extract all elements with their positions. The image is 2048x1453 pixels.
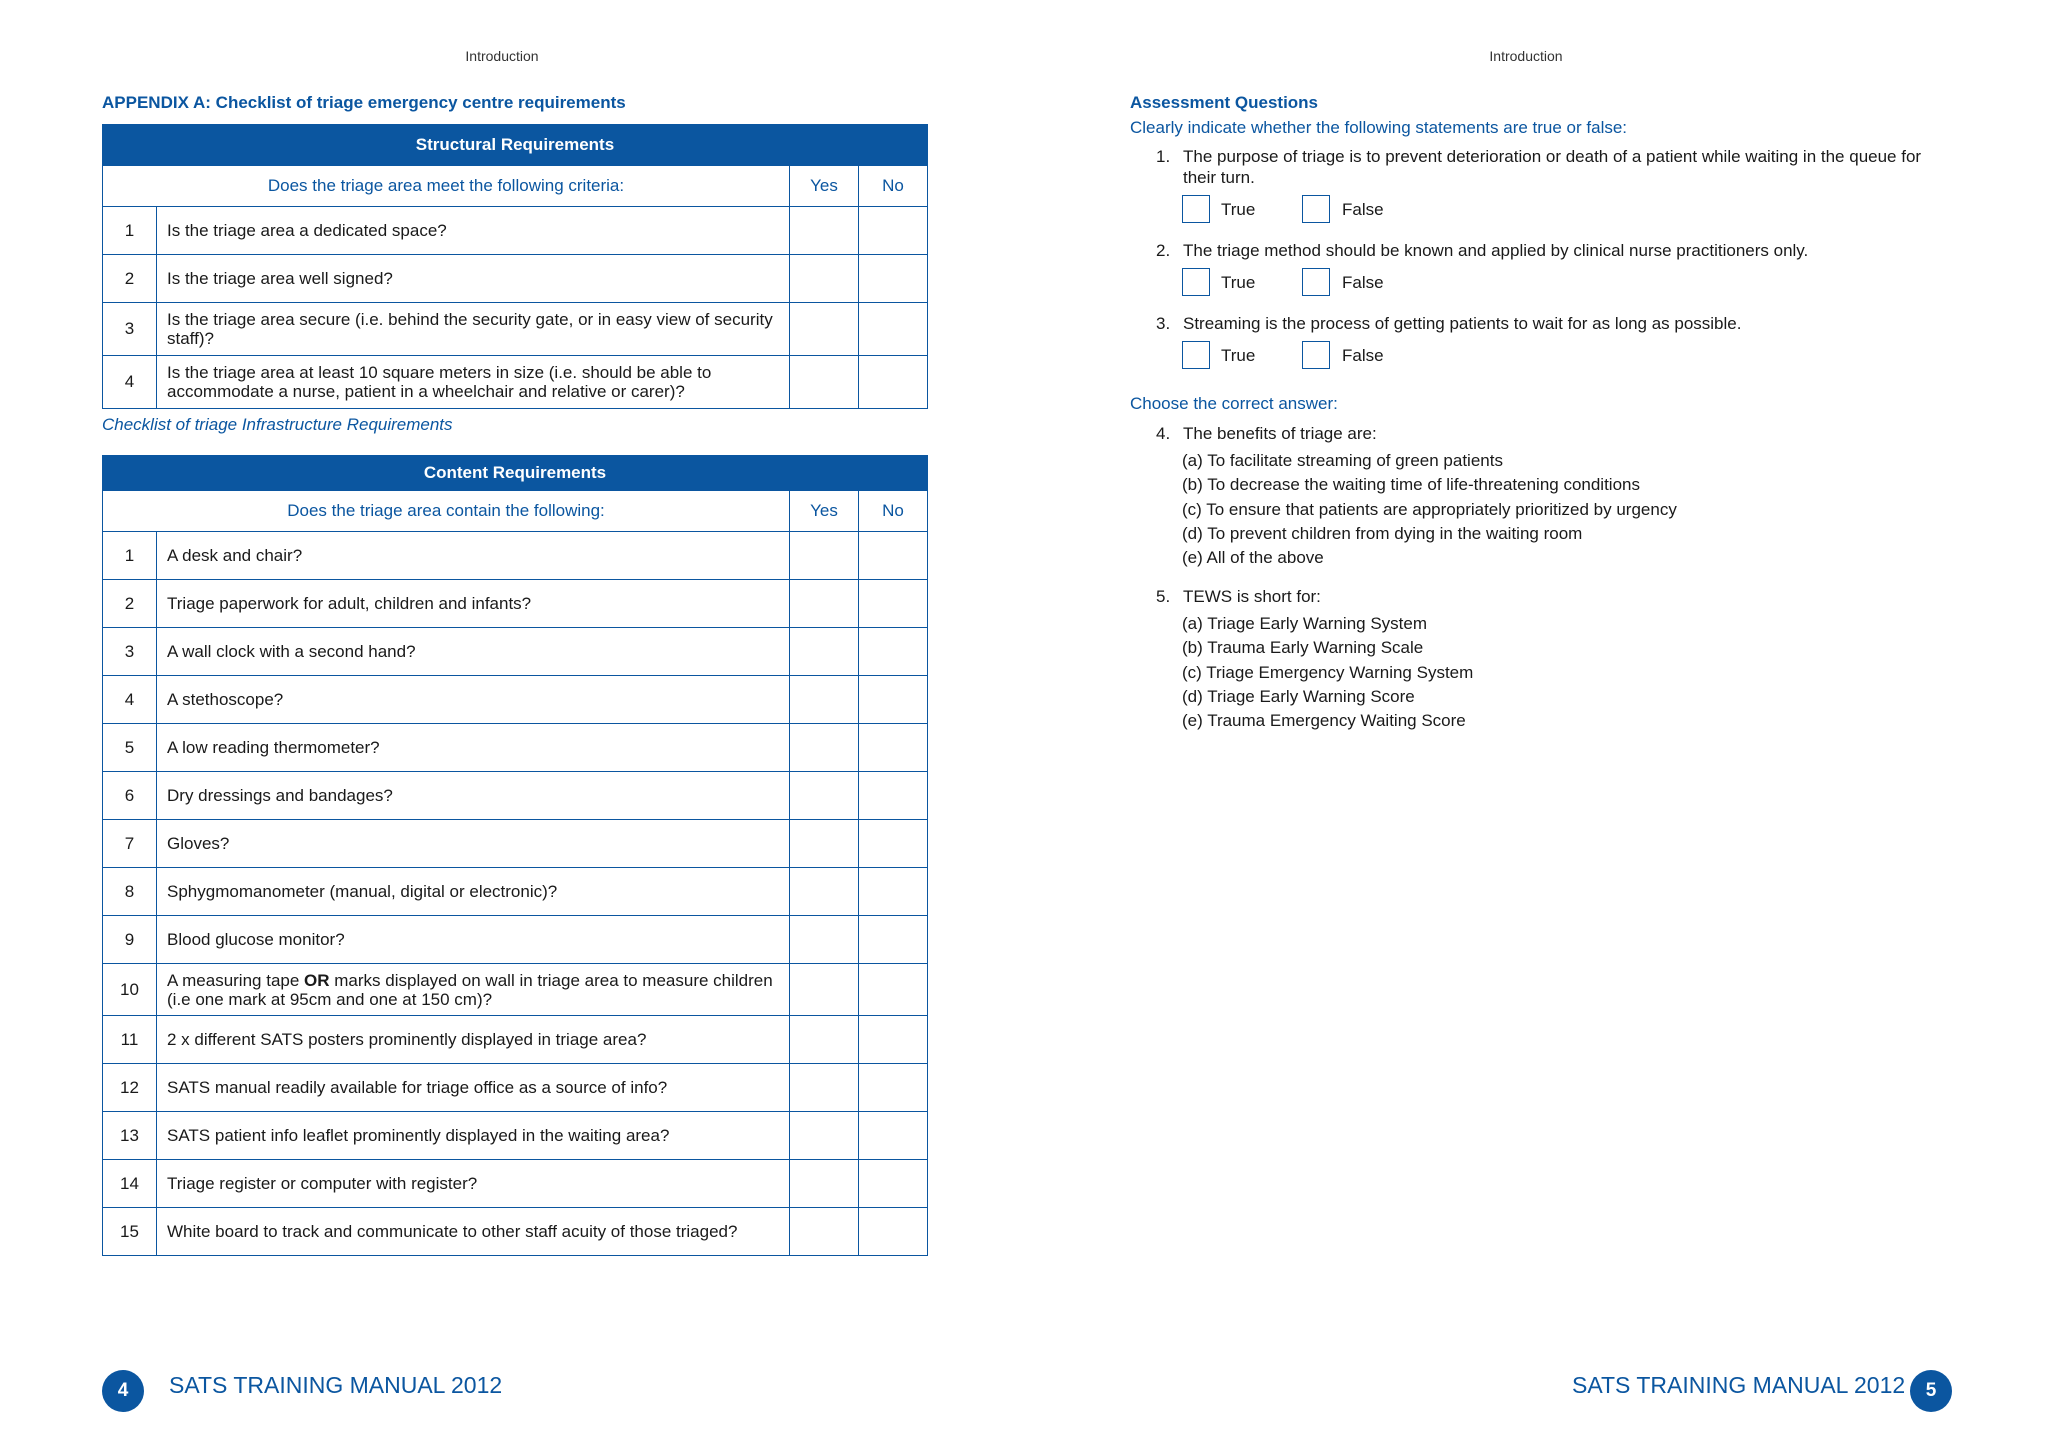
- row-number: 4: [103, 356, 157, 409]
- table-row: [103, 916, 928, 964]
- table-row: [103, 303, 928, 356]
- row-number: 5: [103, 724, 157, 772]
- row-number: 2: [103, 255, 157, 303]
- content-requirements-table: [102, 455, 928, 1256]
- question-text: The purpose of triage is to prevent deterioration or death of a patient while waiting in the queue for their turn.: [1183, 147, 1922, 187]
- row-text: A desk and chair?: [157, 532, 790, 580]
- row-text-bold: OR: [304, 970, 330, 990]
- row-number: 15: [103, 1208, 157, 1256]
- option-c[interactable]: (c) Triage Emergency Warning System: [1182, 663, 1474, 682]
- row-text-pre: A measuring tape: [167, 970, 305, 990]
- row-text: Dry dressings and bandages?: [157, 772, 790, 820]
- row-number: 8: [103, 868, 157, 916]
- no-checkbox-cell[interactable]: [859, 303, 928, 356]
- row-text: Is the triage area secure (i.e. behind the security gate, or in easy view of security staff)?: [157, 303, 790, 356]
- no-header: No: [859, 491, 928, 532]
- row-text: A wall clock with a second hand?: [157, 628, 790, 676]
- table-caption: Checklist of triage Infrastructure Requirements: [102, 415, 453, 434]
- true-checkbox[interactable]: [1182, 268, 1210, 296]
- option-c[interactable]: (c) To ensure that patients are appropriately prioritized by urgency: [1182, 500, 1677, 519]
- no-checkbox-cell[interactable]: [859, 580, 928, 628]
- row-text: A stethoscope?: [157, 676, 790, 724]
- table-question: Does the triage area meet the following criteria:: [103, 166, 790, 207]
- no-checkbox-cell[interactable]: [859, 676, 928, 724]
- option-e[interactable]: (e) Trauma Emergency Waiting Score: [1182, 711, 1466, 730]
- table-band-title: Content Requirements: [103, 456, 928, 491]
- question-text: TEWS is short for:: [1183, 587, 1321, 606]
- instruction-true-false: Clearly indicate whether the following statements are true or false:: [1130, 118, 1628, 137]
- row-text: Is the triage area a dedicated space?: [157, 207, 790, 255]
- no-checkbox-cell[interactable]: [859, 820, 928, 868]
- false-checkbox[interactable]: [1302, 341, 1330, 369]
- table-row: [103, 820, 928, 868]
- no-checkbox-cell[interactable]: [859, 1208, 928, 1256]
- question-text: The benefits of triage are:: [1183, 424, 1377, 443]
- question-number: 4.: [1156, 424, 1171, 443]
- yes-checkbox-cell[interactable]: [790, 303, 859, 356]
- false-label: False: [1342, 346, 1384, 365]
- row-text: 2 x different SATS posters prominently displayed in triage area?: [157, 1016, 790, 1064]
- true-label: True: [1221, 346, 1256, 365]
- page-number-badge: 4: [102, 1370, 144, 1412]
- no-checkbox-cell[interactable]: [859, 1016, 928, 1064]
- option-b[interactable]: (b) To decrease the waiting time of life-threatening conditions: [1182, 475, 1640, 494]
- question-text: The triage method should be known and applied by clinical nurse practitioners only.: [1183, 241, 1809, 260]
- true-checkbox[interactable]: [1182, 195, 1210, 223]
- true-checkbox[interactable]: [1182, 341, 1210, 369]
- row-number: 3: [103, 628, 157, 676]
- table-row: [103, 724, 928, 772]
- table-row: [103, 1208, 928, 1256]
- yes-checkbox-cell[interactable]: [790, 1208, 859, 1256]
- yes-checkbox-cell[interactable]: [790, 964, 859, 1016]
- page-number-badge: 5: [1910, 1370, 1952, 1412]
- right-page: [1024, 0, 2048, 1453]
- table-row: [103, 676, 928, 724]
- yes-header: Yes: [790, 491, 859, 532]
- row-text: Blood glucose monitor?: [157, 916, 790, 964]
- yes-checkbox-cell[interactable]: [790, 820, 859, 868]
- yes-checkbox-cell[interactable]: [790, 1016, 859, 1064]
- row-text: Triage paperwork for adult, children and infants?: [157, 580, 790, 628]
- row-number: 12: [103, 1064, 157, 1112]
- true-label: True: [1221, 273, 1256, 292]
- yes-checkbox-cell[interactable]: [790, 207, 859, 255]
- true-label: True: [1221, 200, 1256, 219]
- row-number: 10: [103, 964, 157, 1016]
- table-row: [103, 1064, 928, 1112]
- table-row: [103, 628, 928, 676]
- question-number: 2.: [1156, 241, 1171, 260]
- row-text-post: marks displayed on wall in triage area to measure children (i.e one mark at 95cm and one at 150 cm)?: [167, 970, 773, 1009]
- no-checkbox-cell[interactable]: [859, 1112, 928, 1160]
- table-row: [103, 1016, 928, 1064]
- yes-checkbox-cell[interactable]: [790, 1064, 859, 1112]
- yes-checkbox-cell[interactable]: [790, 1112, 859, 1160]
- footer-title: SATS TRAINING MANUAL 2012: [1572, 1372, 1906, 1398]
- question-number: 3.: [1156, 314, 1171, 333]
- row-number: 14: [103, 1160, 157, 1208]
- no-checkbox-cell[interactable]: [859, 868, 928, 916]
- row-text: SATS manual readily available for triage office as a source of info?: [157, 1064, 790, 1112]
- option-d[interactable]: (d) To prevent children from dying in the waiting room: [1182, 524, 1583, 543]
- no-checkbox-cell[interactable]: [859, 1160, 928, 1208]
- table-question: Does the triage area contain the following:: [103, 491, 790, 532]
- assessment-heading: Assessment Questions: [1130, 93, 1319, 112]
- yes-checkbox-cell[interactable]: [790, 724, 859, 772]
- row-number: 1: [103, 532, 157, 580]
- table-row: [103, 772, 928, 820]
- structural-requirements-table: [102, 124, 928, 409]
- row-text: A low reading thermometer?: [157, 724, 790, 772]
- table-row: [103, 356, 928, 409]
- table-row: [103, 532, 928, 580]
- false-checkbox[interactable]: [1302, 195, 1330, 223]
- yes-checkbox-cell[interactable]: [790, 1160, 859, 1208]
- row-text: Sphygmomanometer (manual, digital or electronic)?: [157, 868, 790, 916]
- yes-checkbox-cell[interactable]: [790, 868, 859, 916]
- option-a[interactable]: (a) Triage Early Warning System: [1182, 614, 1427, 633]
- no-checkbox-cell[interactable]: [859, 1064, 928, 1112]
- table-band-title: Structural Requirements: [103, 125, 928, 166]
- row-number: 2: [103, 580, 157, 628]
- row-text: Is the triage area well signed?: [157, 255, 790, 303]
- table-row: [103, 1112, 928, 1160]
- running-head: Introduction: [1489, 48, 1563, 64]
- yes-checkbox-cell[interactable]: [790, 532, 859, 580]
- yes-checkbox-cell[interactable]: [790, 628, 859, 676]
- row-text: Triage register or computer with register?: [157, 1160, 790, 1208]
- row-number: 9: [103, 916, 157, 964]
- row-number: 3: [103, 303, 157, 356]
- row-text: [157, 964, 790, 1016]
- yes-checkbox-cell[interactable]: [790, 772, 859, 820]
- option-e[interactable]: (e) All of the above: [1182, 548, 1324, 567]
- row-text: White board to track and communicate to other staff acuity of those triaged?: [157, 1208, 790, 1256]
- option-d[interactable]: (d) Triage Early Warning Score: [1182, 687, 1415, 706]
- no-checkbox-cell[interactable]: [859, 628, 928, 676]
- row-text: Is the triage area at least 10 square meters in size (i.e. should be able to accommodate a nurse, patient in a wheelchair and relative or carer)?: [157, 356, 790, 409]
- yes-header: Yes: [790, 166, 859, 207]
- no-checkbox-cell[interactable]: [859, 207, 928, 255]
- row-number: 13: [103, 1112, 157, 1160]
- no-checkbox-cell[interactable]: [859, 772, 928, 820]
- option-a[interactable]: (a) To facilitate streaming of green patients: [1182, 451, 1503, 470]
- row-text: Gloves?: [157, 820, 790, 868]
- row-number: 7: [103, 820, 157, 868]
- appendix-heading: APPENDIX A: Checklist of triage emergency centre requirements: [102, 93, 626, 112]
- question-number: 1.: [1156, 147, 1171, 166]
- no-checkbox-cell[interactable]: [859, 356, 928, 409]
- instruction-multiple-choice: Choose the correct answer:: [1130, 394, 1338, 413]
- footer-title: SATS TRAINING MANUAL 2012: [169, 1372, 503, 1398]
- question-number: 5.: [1156, 587, 1171, 606]
- row-number: 4: [103, 676, 157, 724]
- no-checkbox-cell[interactable]: [859, 724, 928, 772]
- false-label: False: [1342, 200, 1384, 219]
- row-number: 1: [103, 207, 157, 255]
- false-label: False: [1342, 273, 1384, 292]
- yes-checkbox-cell[interactable]: [790, 356, 859, 409]
- no-header: No: [859, 166, 928, 207]
- table-row: [103, 868, 928, 916]
- yes-checkbox-cell[interactable]: [790, 255, 859, 303]
- table-row: [103, 580, 928, 628]
- false-checkbox[interactable]: [1302, 268, 1330, 296]
- question-text: Streaming is the process of getting patients to wait for as long as possible.: [1183, 314, 1742, 333]
- table-row: [103, 1160, 928, 1208]
- table-row: [103, 255, 928, 303]
- option-b[interactable]: (b) Trauma Early Warning Scale: [1182, 638, 1424, 657]
- table-row: [103, 964, 928, 1016]
- yes-checkbox-cell[interactable]: [790, 676, 859, 724]
- no-checkbox-cell[interactable]: [859, 916, 928, 964]
- table-row: [103, 207, 928, 255]
- row-text: SATS patient info leaflet prominently displayed in the waiting area?: [157, 1112, 790, 1160]
- no-checkbox-cell[interactable]: [859, 532, 928, 580]
- row-number: 6: [103, 772, 157, 820]
- yes-checkbox-cell[interactable]: [790, 580, 859, 628]
- row-number: 11: [103, 1016, 157, 1064]
- no-checkbox-cell[interactable]: [859, 255, 928, 303]
- yes-checkbox-cell[interactable]: [790, 916, 859, 964]
- running-head: Introduction: [465, 48, 539, 64]
- no-checkbox-cell[interactable]: [859, 964, 928, 1016]
